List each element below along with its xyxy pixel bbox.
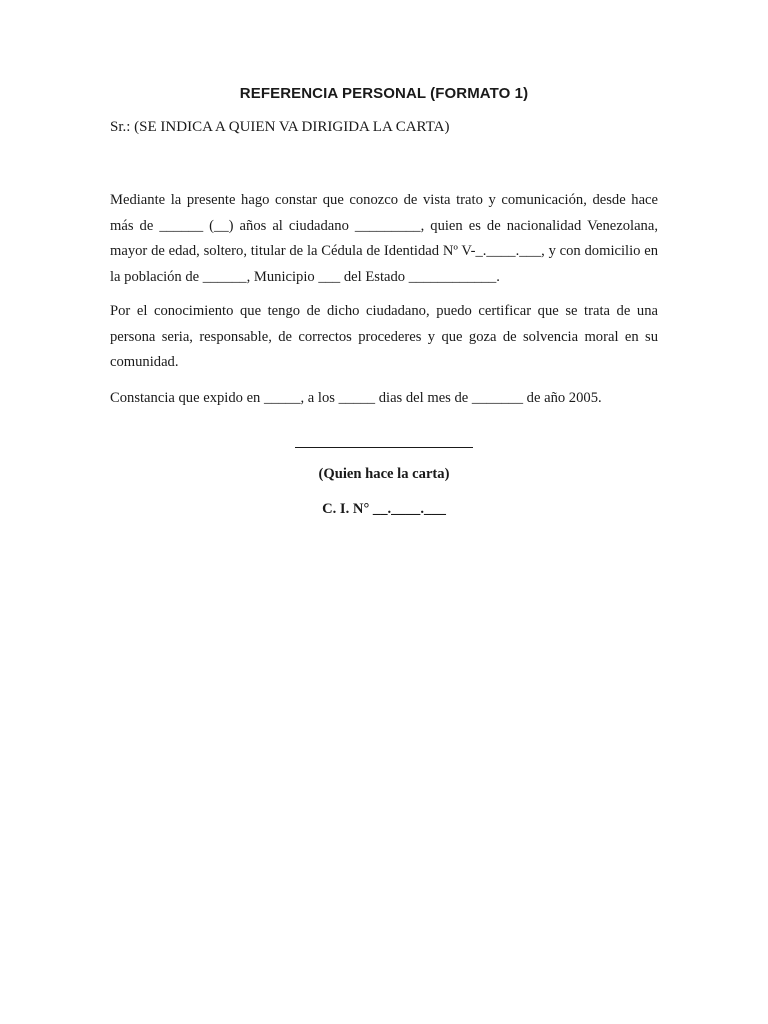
recipient-line: Sr.: (SE INDICA A QUIEN VA DIRIGIDA LA CARTA) bbox=[110, 119, 450, 135]
paragraph-issuance: Constancia que expido en _____, a los _____ dias del mes de _______ de año 2005. bbox=[110, 390, 602, 406]
paragraph-acquaintance: Mediante la presente hago constar que conozco de vista trato y comunicación, desde hace más de ______ (__) años al ciudadano _________, quien es de nacionalidad Venezolana, mayor de edad, soltero, titular de la Cédula de Identidad Nº V-_.____.___, y con domicilio en la población de ______, Municipio ___ del Estado ____________. bbox=[110, 192, 658, 285]
document-title: REFERENCIA PERSONAL (FORMATO 1) bbox=[239, 85, 529, 102]
signatory-id-number: C. I. N° __.____.___ bbox=[322, 501, 446, 517]
signatory-name: (Quien hace la carta) bbox=[318, 466, 450, 482]
paragraph-certification: Por el conocimiento que tengo de dicho ciudadano, puedo certificar que se trata de una persona seria, responsable, de correctos procederes y que goza de solvencia moral en su comunidad. bbox=[110, 303, 658, 370]
signature-line bbox=[295, 447, 473, 448]
